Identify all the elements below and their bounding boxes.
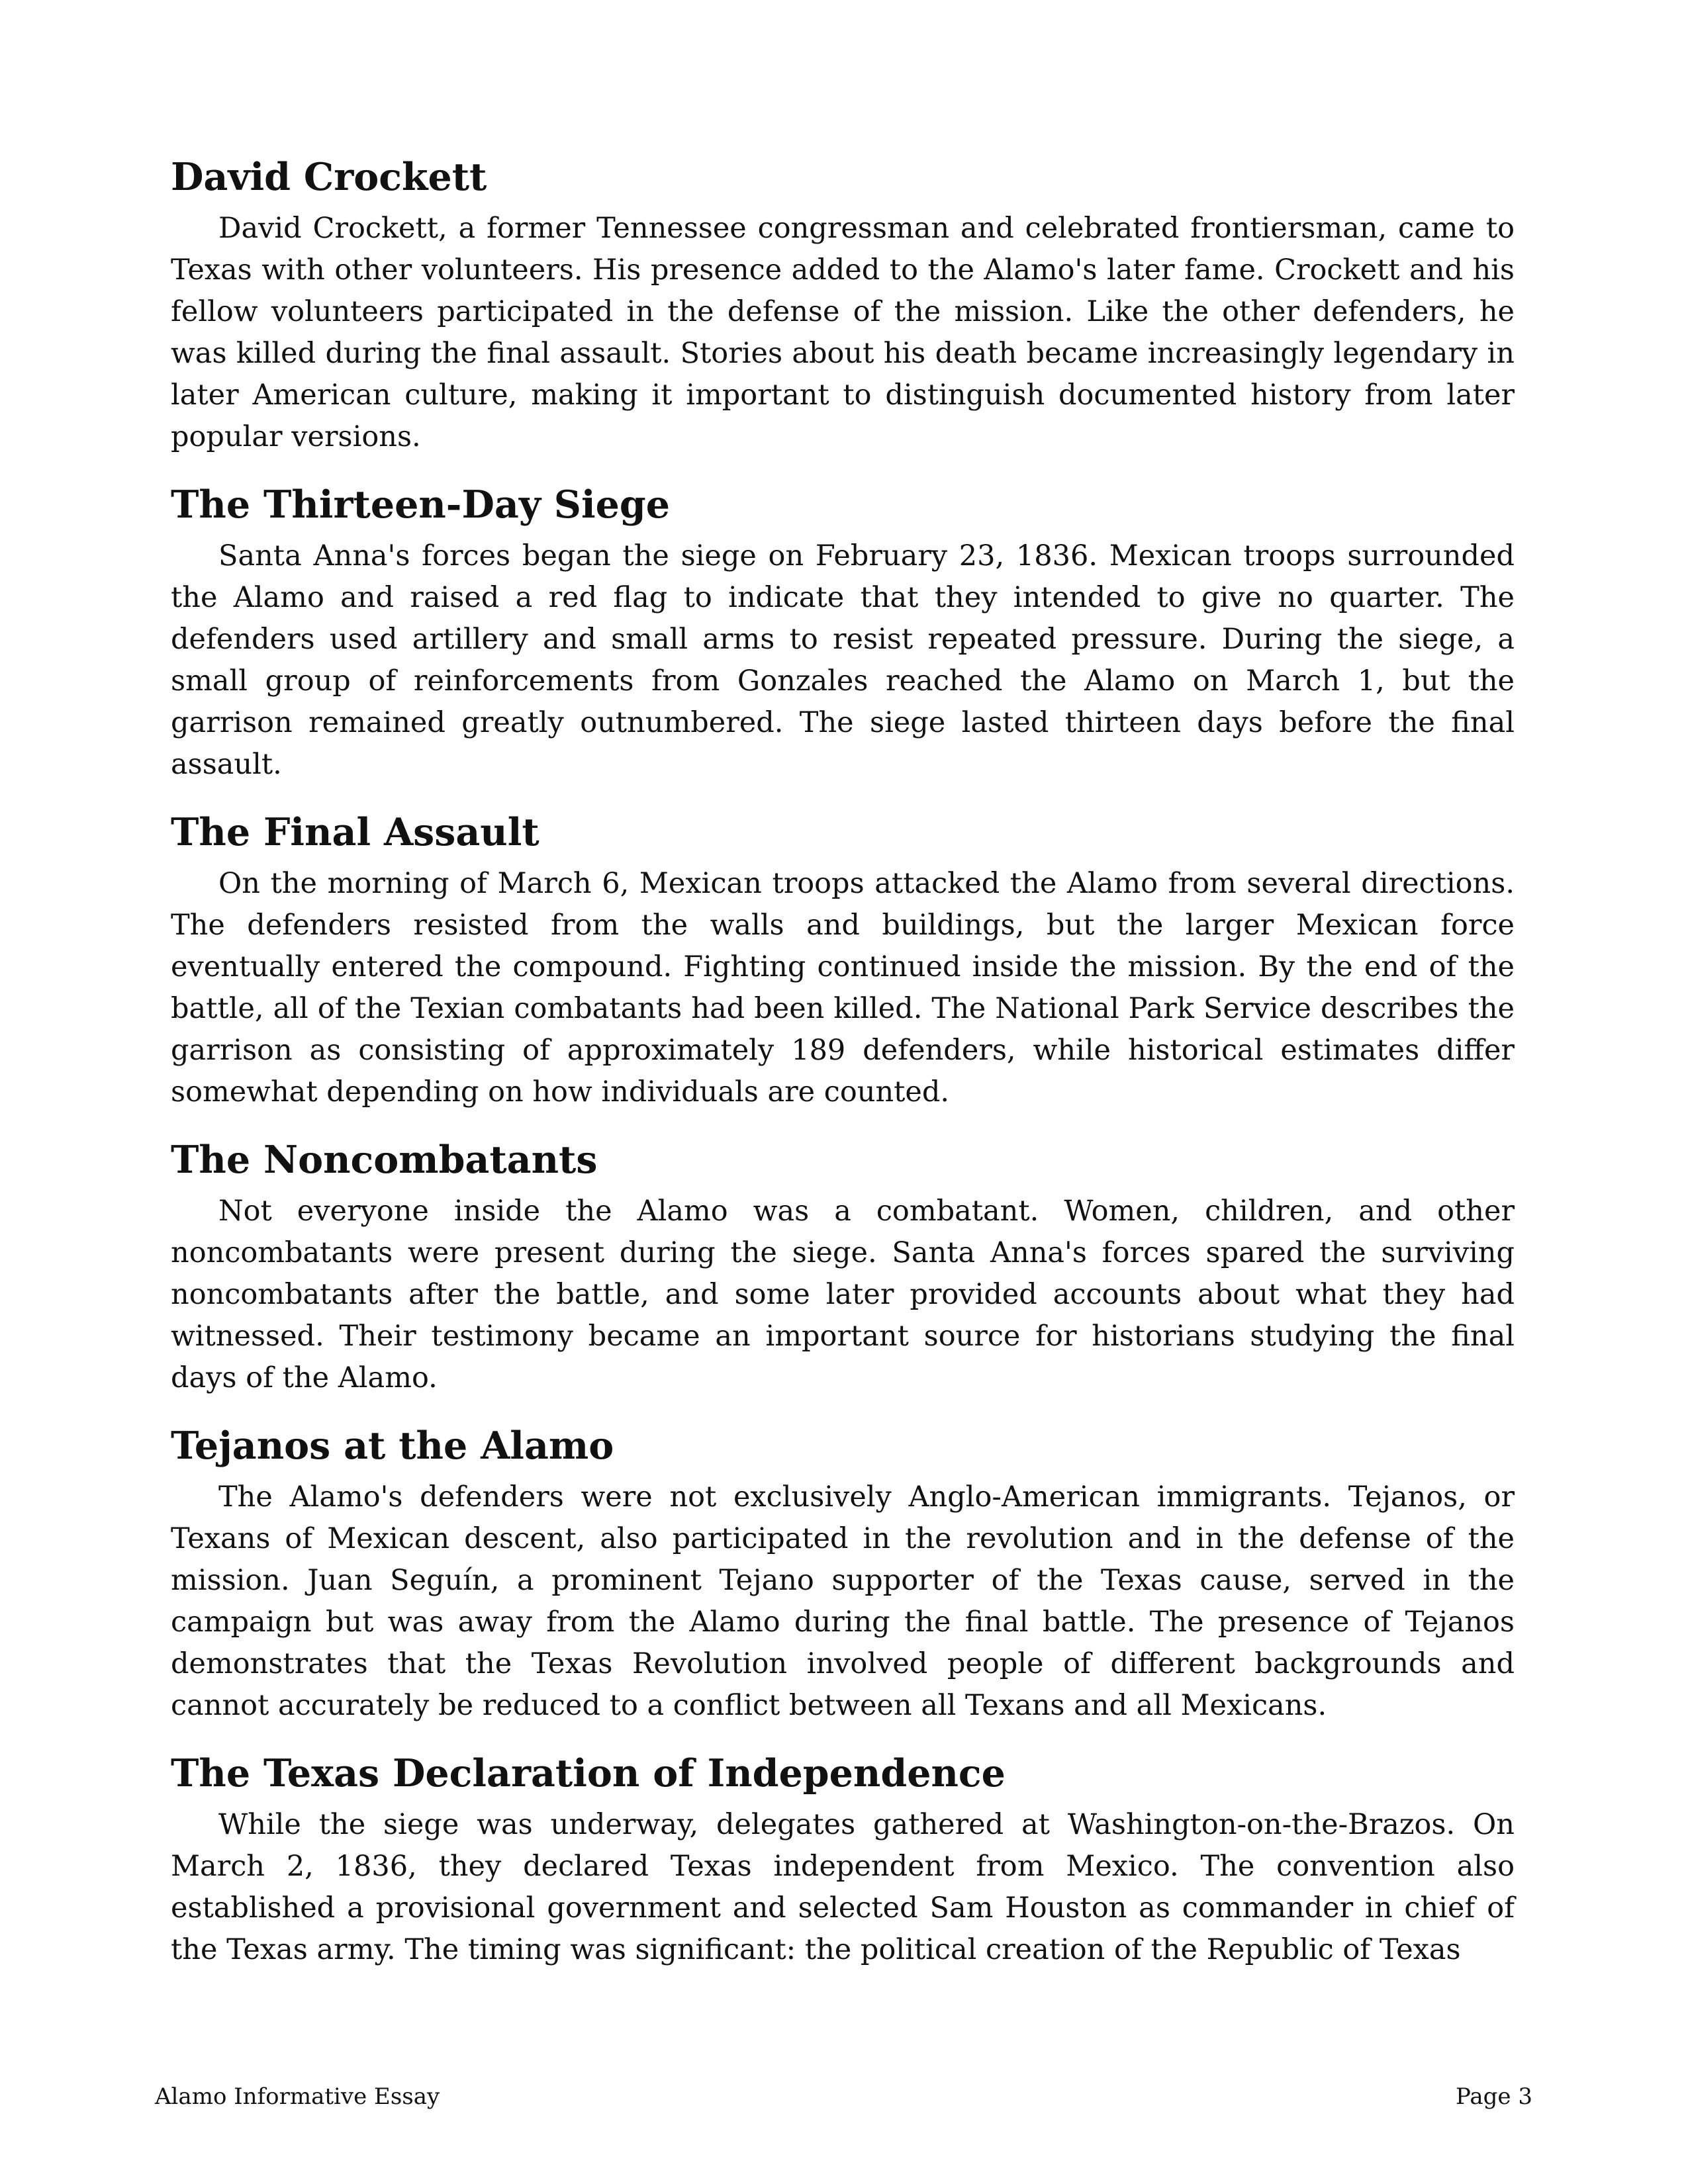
heading-noncombatants: The Noncombatants (171, 1138, 598, 1182)
heading-tejanos: Tejanos at the Alamo (171, 1424, 614, 1468)
document-body (171, 154, 1515, 1994)
heading-final-assault: The Final Assault (171, 810, 539, 854)
paragraph-final-assault: On the morning of March 6, Mexican troops attacked the Alamo from several directions. The defenders resisted from the walls and buildings, but the larger Mexican force eventually entered the compound. Fighting continued inside the mission. By the end of the battle, all of the Texian combatants had been killed. The National Park Service describes the garrison as consisting of approximately 189 defenders, while historical estimates differ somewhat depending on how individuals are counted. (171, 867, 1515, 1109)
paragraph-thirteen-day-siege: Santa Anna's forces began the siege on February 23, 1836. Mexican troops surrounded the Alamo and raised a red flag to indicate that they intended to give no quarter. The defenders used artillery and small arms to resist repeated pressure. During the siege, a small group of reinforcements from Gonzales reached the Alamo on March 1, but the garrison remained greatly outnumbered. The siege lasted thirteen days before the final assault. (171, 539, 1515, 781)
paragraph-noncombatants: Not everyone inside the Alamo was a combatant. Women, children, and other noncombatants were present during the siege. Santa Anna's forces spared the surviving noncombatants after the battle, and some later provided accounts about what they had witnessed. Their testimony became an important source for historians studying the final days of the Alamo. (171, 1195, 1515, 1394)
paragraph-tejanos: The Alamo's defenders were not exclusively Anglo-American immigrants. Tejanos, or Texans of Mexican descent, also participated in the revolution and in the defense of the mission. Juan Seguín, a prominent Tejano supporter of the Texas cause, served in the campaign but was away from the Alamo during the final battle. The presence of Tejanos demonstrates that the Texas Revolution involved people of different backgrounds and cannot accurately be reduced to a conflict between all Texans and all Mexicans. (171, 1480, 1515, 1722)
paragraph-declaration-of-independence: While the siege was underway, delegates gathered at Washington-on-the-Brazos. On March 2, 1836, they declared Texas independent from Mexico. The convention also established a provisional government and selected Sam Houston as commander in chief of the Texas army. The timing was significant: the political creation of the Republic of Texas (171, 1808, 1515, 1966)
footer-page-number: Page 3 (1456, 2083, 1532, 2110)
footer-document-title: Alamo Informative Essay (155, 2083, 440, 2110)
heading-david-crockett: David Crockett (171, 155, 487, 199)
heading-declaration-of-independence: The Texas Declaration of Independence (171, 1751, 1006, 1796)
heading-thirteen-day-siege: The Thirteen-Day Siege (171, 482, 670, 527)
paragraph-david-crockett: David Crockett, a former Tennessee congressman and celebrated frontiersman, came to Texas with other volunteers. His presence added to the Alamo's later fame. Crockett and his fellow volunteers participated in the defense of the mission. Like the other defenders, he was killed during the final assault. Stories about his death became increasingly legendary in later American culture, making it important to distinguish documented history from later popular versions. (171, 212, 1515, 453)
